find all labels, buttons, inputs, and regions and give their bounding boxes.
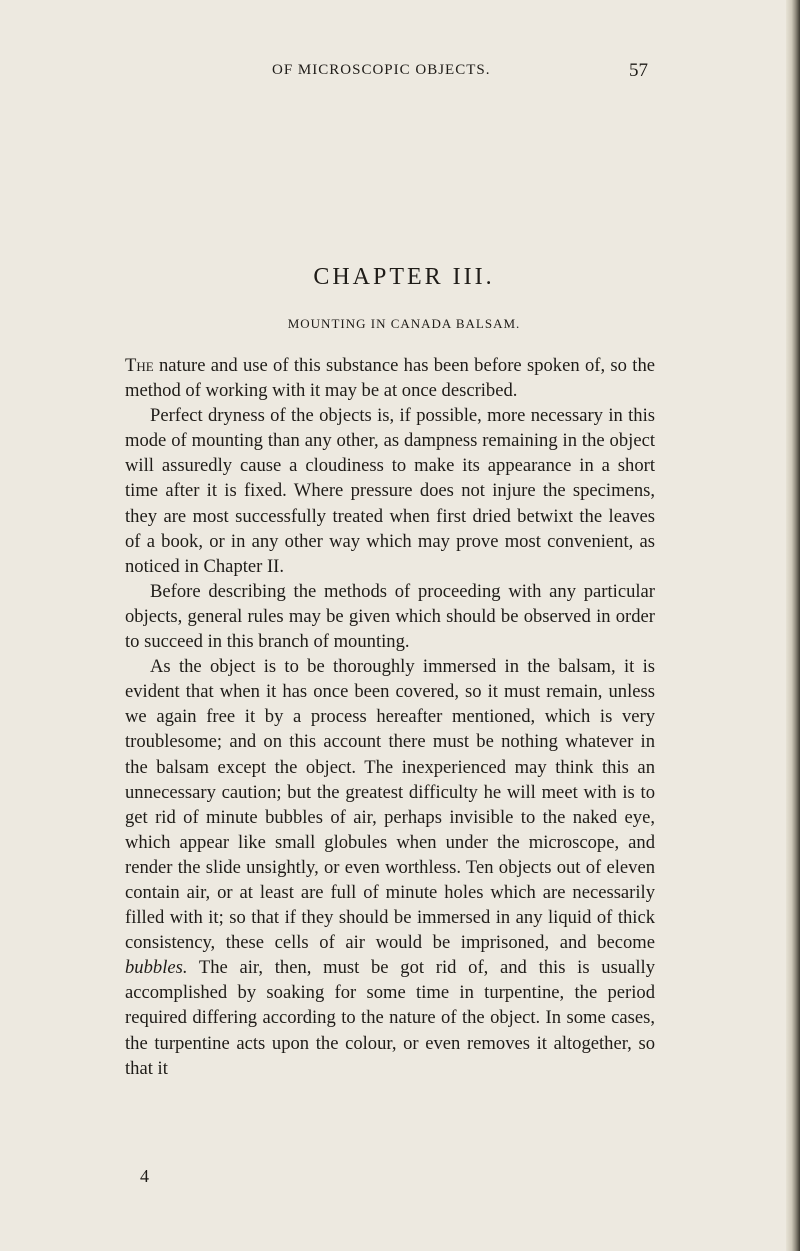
signature-mark: 4 [140,1166,149,1186]
emphasis-bubbles: bubbles. [125,957,188,979]
paragraph-lead-word: The [125,355,154,376]
paragraph-text: nature and use of this substance has been before spoken of, so the method of working with it may be at once described. [125,355,655,402]
paragraph-text-before: As the object is to be thoroughly immersed in the balsam, it is evident that when it has once been covered, so it must remain, unless we again free it by a process hereafter mentioned, which is very troublesome; and on this account there must be nothing whatever in the balsam except the object. The inexperienced may think this an unnecessary caution; but the greatest difficulty he will meet with is to get rid of minute bubbles of air, perhaps invisible to the naked eye, which appear like small globules when under the microscope, and render the slide unsightly, or even worthless. Ten objects out of eleven contain air, or at least are full of minute holes which are necessarily filled with it; so that if they should be immersed in any liquid of thick consistency, these cells of air would be imprisoned, and become [125,656,655,954]
paragraph-3: Before describing the methods of proceeding with any particular objects, general rules may be given which should be observed in order to succeed in this branch of mounting. [125,580,655,653]
paragraph-1 [125,353,655,403]
page-number: 57 [629,60,648,81]
paragraph-2: Perfect dryness of the objects is, if possible, more necessary in this mode of mounting than any other, as dampness remaining in the object will assuredly cause a cloudiness to make its appearance in a short time after it is fixed. Where pressure does not injure the specimens, they are most successfully treated when first dried betwixt the leaves of a book, or in any other way which may prove most convenient, as noticed in Chapter II. [125,405,655,577]
chapter-subtitle: MOUNTING IN CANADA BALSAM. [287,316,521,331]
page-edge-shadow [786,0,800,1251]
chapter-title: CHAPTER III. [313,264,495,290]
body-text [125,353,655,1081]
running-head: OF MICROSCOPIC OBJECTS. [272,62,491,78]
paragraph-text-after: The air, then, must be got rid of, and this is usually accomplished by soaking for some time in turpentine, the period required differing according to the nature of the object. In some cases, the turpentine acts upon the colour, or even removes it altogether, so that it [125,957,655,1079]
paragraph-4 [125,654,655,1081]
